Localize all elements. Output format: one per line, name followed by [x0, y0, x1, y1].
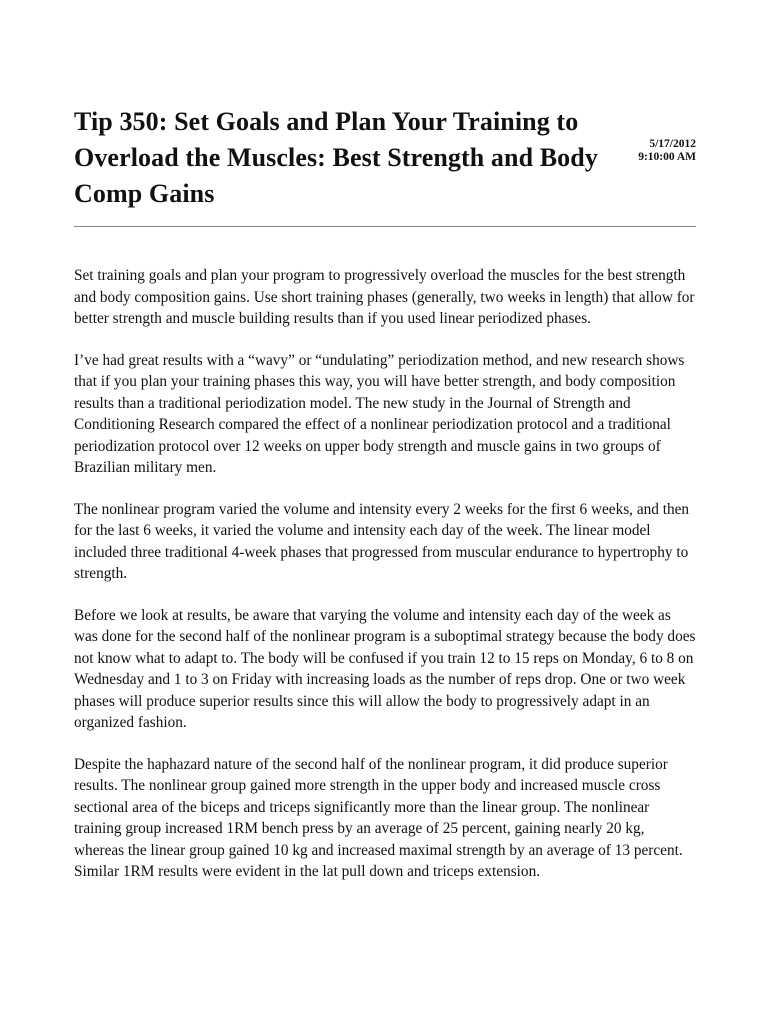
paragraph-2: I’ve had great results with a “wavy” or “undulating” periodization method, and new research shows that if you plan your training phases this way, you will have better strength, and body composition results than a traditional periodization model. The new study in the Journal of Strength and Conditioning Research compared the effect of a nonlinear periodization protocol and a traditional periodization protocol over 12 weeks on upper body strength and muscle gains in two groups of Brazilian military men.: [74, 351, 685, 476]
document-page: [74, 104, 696, 903]
publish-time: 9:10:00 AM: [638, 151, 696, 163]
article-body: [74, 265, 696, 883]
paragraph-3: The nonlinear program varied the volume and intensity every 2 weeks for the first 6 weeks, and then for the last 6 weeks, it varied the volume and intensity each day of the week. The linear model included three traditional 4-week phases that progressed from muscular endurance to hypertrophy to strength.: [74, 500, 690, 582]
paragraph-4: Before we look at results, be aware that varying the volume and intensity each day of the week as was done for the second half of the nonlinear program is a suboptimal strategy because the body does not know what to adapt to. The body will be confused if you train 12 to 15 reps on Monday, 6 to 8 on Wednesday and 1 to 3 on Friday with increasing loads as the number of reps drop. One or two week phases will produce superior results since this will allow the body to progressively adapt in an organized fashion.: [74, 606, 696, 731]
article-header: [74, 104, 696, 212]
paragraph-1: Set training goals and plan your program to progressively overload the muscles for the best strength and body composition gains. Use short training phases (generally, two weeks in length) that allow for better strength and muscle building results than if you used linear periodized phases.: [74, 267, 695, 327]
article-title: Tip 350: Set Goals and Plan Your Training to Overload the Muscles: Best Strength and Body Comp Gains: [74, 107, 598, 208]
paragraph-5: Despite the haphazard nature of the second half of the nonlinear program, it did produce superior results. The nonlinear group gained more strength in the upper body and increased muscle cross sectional area of the biceps and triceps significantly more than the linear group. The nonlinear training group increased 1RM bench press by an average of 25 percent, gaining nearly 20 kg, whereas the linear group gained 10 kg and increased maximal strength by an average of 13 percent. Similar 1RM results were evident in the lat pull down and triceps extension.: [74, 755, 683, 880]
publish-dateline: [638, 138, 696, 164]
header-divider: [74, 226, 696, 227]
publish-date: 5/17/2012: [649, 138, 696, 150]
